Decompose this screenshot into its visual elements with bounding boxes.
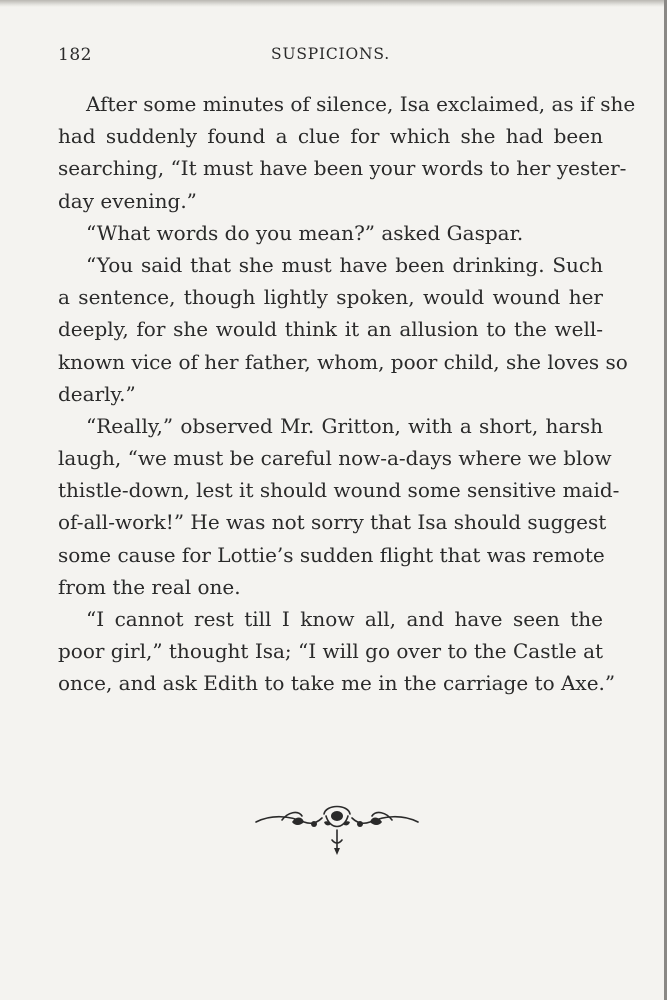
- body-text: [58, 88, 636, 700]
- paragraph: [58, 88, 636, 217]
- text-line: laugh, “we must be careful now-a-days where we blow: [58, 446, 612, 471]
- text-line: a sentence, though lightly spoken, would wound her: [58, 285, 603, 310]
- text-line: known vice of her father, whom, poor child, she loves so: [58, 349, 628, 374]
- text-line: After some minutes of silence, Isa exclaimed, as if she: [86, 92, 636, 116]
- text-line: “You said that she must have been drinking. Such: [86, 252, 603, 277]
- text-line: “I cannot rest till I know all, and have seen the: [86, 607, 603, 631]
- text-line: “Really,” observed Mr. Gritton, with a short, harsh: [86, 413, 603, 438]
- running-title: SUSPICIONS.: [271, 45, 390, 63]
- text-line: once, and ask Edith to take me in the carriage to Axe.”: [58, 671, 616, 696]
- text-line: had suddenly found a clue for which she had been: [58, 124, 603, 149]
- paragraph: [58, 217, 603, 249]
- text-line: “What words do you mean?” asked Gaspar.: [86, 220, 524, 245]
- page-header: [58, 45, 603, 71]
- text-line: poor girl,” thought Isa; “I will go over to the Castle at: [58, 639, 604, 664]
- paragraph: [58, 410, 620, 603]
- page-top-edge: [0, 0, 667, 7]
- text-line: of-all-work!” He was not sorry that Isa should suggest: [58, 510, 607, 535]
- text-line: some cause for Lottie’s sudden flight that was remote: [58, 542, 605, 567]
- text-line: deeply, for she would think it an allusion to the well-: [58, 317, 603, 342]
- text-line: dearly.”: [58, 381, 136, 406]
- page-number: 182: [58, 45, 92, 65]
- decorative-tailpiece-ornament: [252, 800, 422, 860]
- text-line: day evening.”: [58, 188, 197, 213]
- paragraph: [58, 603, 616, 700]
- text-line: thistle-down, lest it should wound some sensitive maid-: [58, 478, 620, 503]
- text-line: searching, “It must have been your words to her yester-: [58, 156, 627, 181]
- paragraph: [58, 249, 628, 410]
- text-line: from the real one.: [58, 574, 241, 599]
